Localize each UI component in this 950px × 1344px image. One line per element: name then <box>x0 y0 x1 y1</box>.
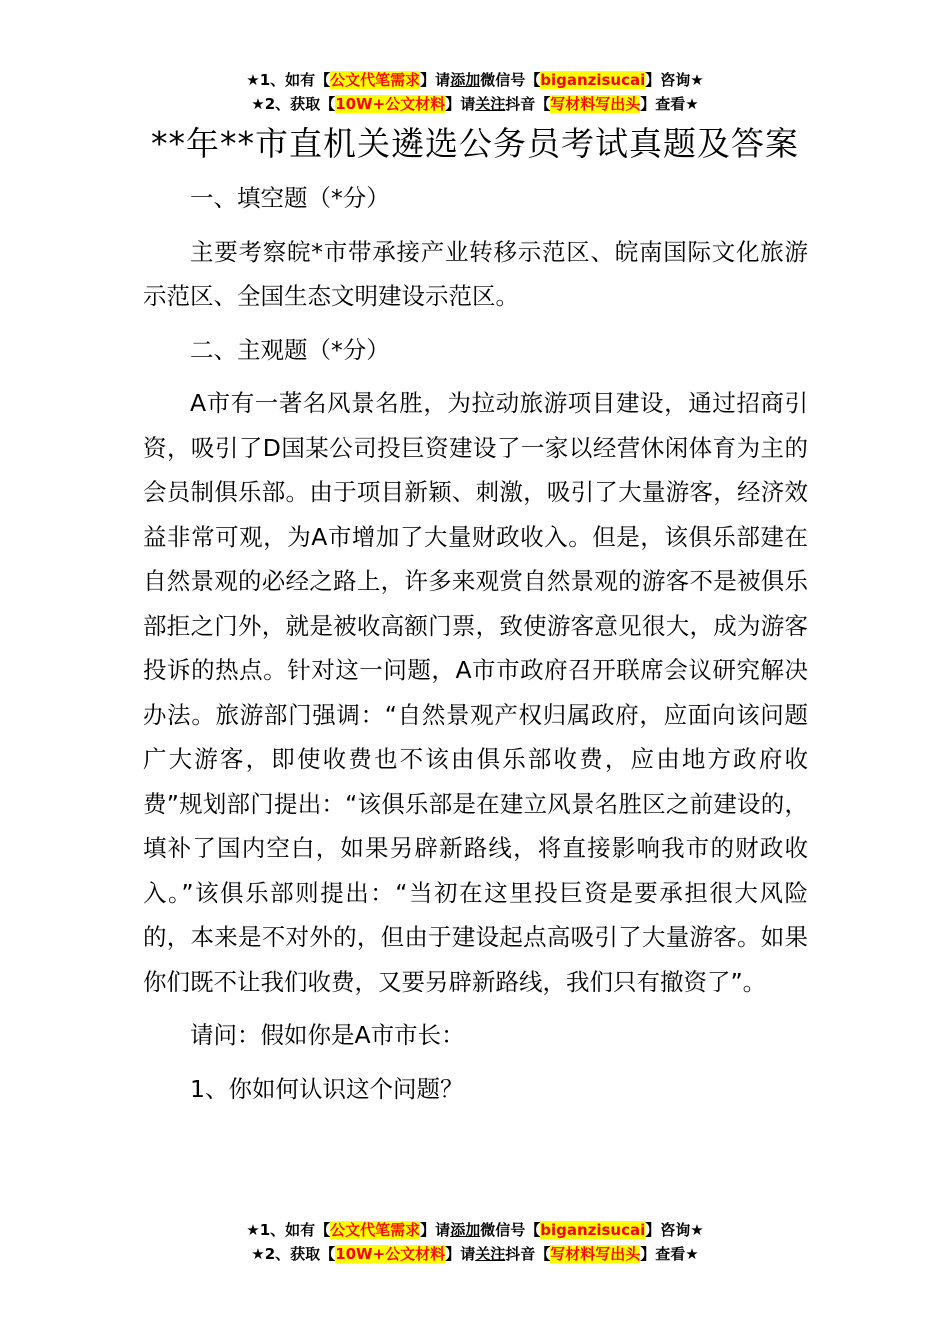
banner-text: 】查看★ <box>640 1245 699 1263</box>
banner-text: 微信号【 <box>480 71 541 89</box>
banner-line-2 <box>0 1242 950 1266</box>
banner-text: 】请 <box>445 95 476 113</box>
banner-text: 】咨询★ <box>645 1221 704 1239</box>
banner-text: ★1、如有【 <box>246 1221 331 1239</box>
paragraph: A市有一著名风景名胜，为拉动旅游项目建设，通过招商引资，吸引了D国某公司投巨资建设了一家以经营休闲体育为主的会员制俱乐部。由于项目新颖、刺激，吸引了大量游客，经济效益非常可观，为A市增加了大量财政收入。但是，该俱乐部建在自然景观的必经之路上，许多来观赏自然景观的游客不是被俱乐部拒之门外，就是被收高额门票，致使游客意见很大，成为游客投诉的热点。针对这一问题，A市市政府召开联席会议研究解决办法。旅游部门强调：“自然景观产权归属政府，应面向该问题广大游客，即使收费也不该由俱乐部收费，应由地方政府收费”规划部门提出：“该俱乐部是在建立风景名胜区之前建设的，填补了国内空白，如果另辟新路线，将直接影响我市的财政收入。”该俱乐部则提出：“当初在这里投巨资是要承担很大风险的，本来是不对外的，但由于建设起点高吸引了大量游客。如果你们既不让我们收费，又要另辟新路线，我们只有撤资了”。 <box>143 389 808 996</box>
document-body <box>143 176 808 1111</box>
banner-line-2 <box>0 92 950 116</box>
banner-text: 】查看★ <box>640 95 699 113</box>
banner-text: ★2、获取【 <box>251 95 336 113</box>
banner-text: 微信号【 <box>480 1221 541 1239</box>
banner-highlight: 公文代笔需求 <box>330 71 421 89</box>
paragraph: 请问：假如你是A市市长： <box>190 1021 465 1049</box>
banner-underlined-text: 关注 <box>475 95 506 113</box>
header-banner <box>0 68 950 116</box>
banner-highlight: 写材料写出头 <box>550 1245 641 1263</box>
banner-highlight: biganzisucai <box>540 71 646 89</box>
banner-highlight: 10W+公文材料 <box>335 95 446 113</box>
section-heading: 二、主观题（*分） <box>190 335 390 364</box>
banner-line-1 <box>0 1218 950 1242</box>
section-heading: 一、填空题（*分） <box>190 184 390 212</box>
paragraph: 主要考察皖*市带承接产业转移示范区、皖南国际文化旅游示范区、全国生态文明建设示范区。 <box>143 237 808 310</box>
document-title: **年**市直机关遴选公务员考试真题及答案 <box>151 124 799 163</box>
banner-text: ★2、获取【 <box>251 1245 336 1263</box>
banner-text: 抖音【 <box>505 1245 551 1263</box>
banner-highlight: 公文代笔需求 <box>330 1221 421 1239</box>
banner-text: 】请 <box>420 71 451 89</box>
banner-text: 】请 <box>420 1221 451 1239</box>
banner-underlined-text: 添加 <box>450 1221 481 1239</box>
banner-underlined-text: 添加 <box>450 71 481 89</box>
banner-underlined-text: 关注 <box>475 1245 506 1263</box>
banner-text: 】咨询★ <box>645 71 704 89</box>
banner-highlight: biganzisucai <box>540 1221 646 1239</box>
footer-banner <box>0 1218 950 1266</box>
banner-highlight: 10W+公文材料 <box>335 1245 446 1263</box>
banner-text: 抖音【 <box>505 95 551 113</box>
banner-text: 】请 <box>445 1245 476 1263</box>
paragraph: 1、你如何认识这个问题？ <box>190 1074 464 1103</box>
banner-highlight: 写材料写出头 <box>550 95 641 113</box>
banner-line-1 <box>0 68 950 92</box>
banner-text: ★1、如有【 <box>246 71 331 89</box>
